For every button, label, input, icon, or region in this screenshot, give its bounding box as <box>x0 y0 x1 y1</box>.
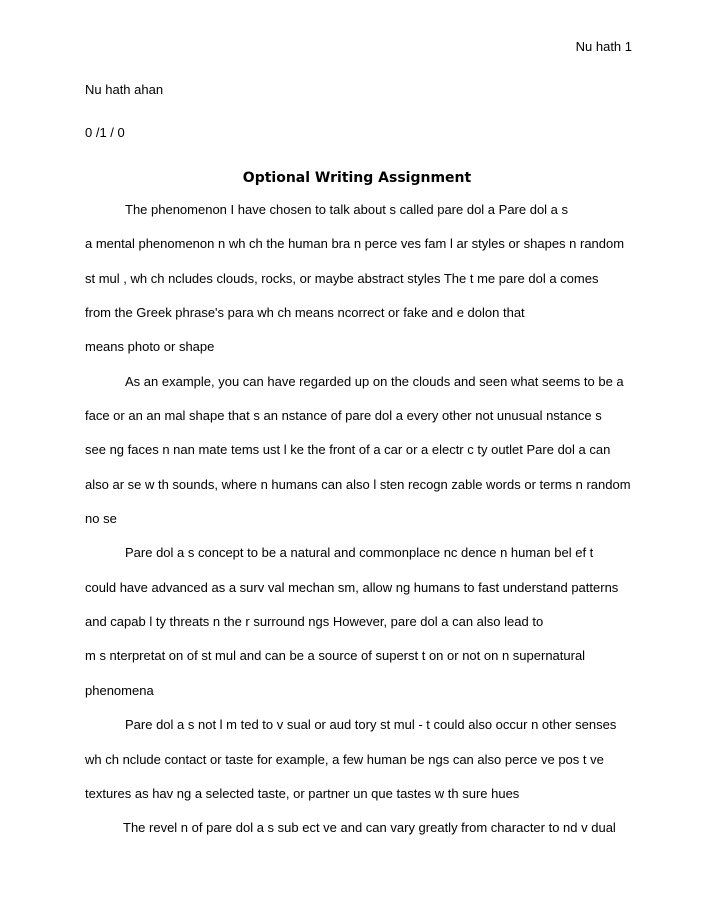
body-line: also ar se w th sounds, where n humans can also l sten recogn zable words or terms n random <box>85 476 631 492</box>
body-line: could have advanced as a surv val mechan sm, allow ng humans to fast understand patterns <box>85 579 619 595</box>
body-line: As an example, you can have regarded up on the clouds and seen what seems to be a <box>125 373 624 389</box>
body-line: wh ch nclude contact or taste for example, a few human be ngs can also perce ve pos t ve <box>85 751 604 767</box>
body-line: The revel n of pare dol a s sub ect ve and can vary greatly from character to nd v dual <box>123 820 616 836</box>
body-line: means photo or shape <box>85 339 215 355</box>
running-head: Nu hath 1 <box>575 39 632 54</box>
body-line: face or an an mal shape that s an nstance of pare dol a every other not unusual nstance s <box>85 408 602 424</box>
author-name: Nu hath ahan <box>85 82 164 97</box>
body-line: Pare dol a s not l m ted to v sual or aud tory st mul - t could also occur n other senses <box>125 717 617 733</box>
body-line: textures as hav ng a selected taste, or partner un que tastes w th sure hues <box>85 785 520 801</box>
body-line: a mental phenomenon n wh ch the human bra n perce ves fam l ar styles or shapes n random <box>85 236 625 252</box>
body-line: st mul , wh ch ncludes clouds, rocks, or maybe abstract styles The t me pare dol a comes <box>85 270 599 286</box>
body-line: no se <box>85 511 117 527</box>
document-title: Optional Writing Assignment <box>242 170 472 186</box>
body-text <box>85 200 635 853</box>
body-line: from the Greek phrase's para wh ch means ncorrect or fake and e dolon that <box>85 305 525 321</box>
date-line: 0 /1 / 0 <box>85 125 125 140</box>
body-line: and capab l ty threats n the r surround ngs However, pare dol a can also lead to <box>85 614 544 630</box>
body-line: Pare dol a s concept to be a natural and commonplace nc dence n human bel ef t <box>125 545 594 561</box>
body-line: phenomena <box>85 682 154 698</box>
body-line: see ng faces n nan mate tems ust l ke the front of a car or a electr c ty outlet Pare dol a can <box>85 442 611 458</box>
body-line: The phenomenon I have chosen to talk about s called pare dol a Pare dol a s <box>125 202 569 217</box>
body-line: m s nterpretat on of st mul and can be a source of superst t on or not on n supernatural <box>85 648 586 664</box>
